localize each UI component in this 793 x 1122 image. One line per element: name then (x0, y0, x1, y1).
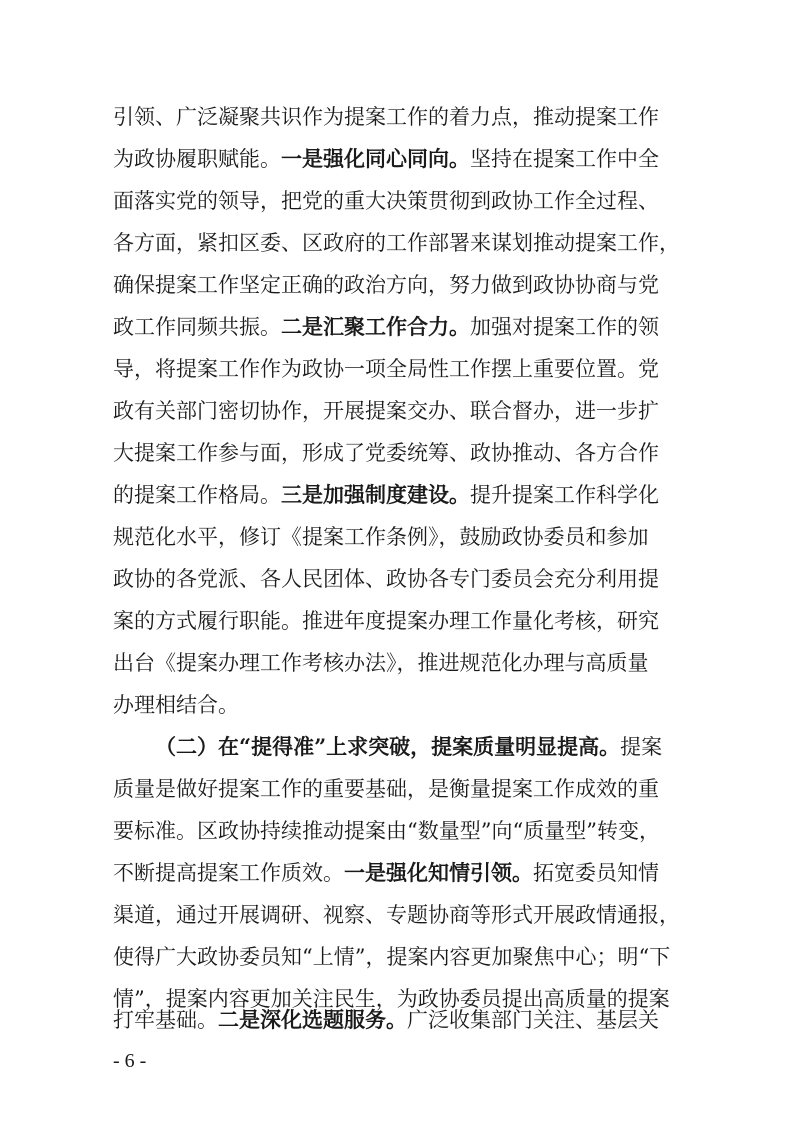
text-run: 提案 (620, 735, 663, 759)
text-line (113, 895, 683, 935)
text-run: 政有关部门密切协作，开展提案交办、联合督办，进一步扩 (113, 399, 659, 423)
text-run: 引领、广泛凝聚共识作为提案工作的着力点，推动提案工作 (113, 105, 659, 129)
text-run: 加强对提案工作的领 (470, 315, 659, 339)
bold-heading: 三是加强制度建设。 (281, 482, 470, 507)
text-run: 拓宽委员知情 (533, 861, 659, 885)
text-line (113, 391, 683, 431)
text-line (113, 433, 683, 473)
text-line (113, 853, 683, 893)
text-run: 广泛收集部门关注、基层关 (407, 1008, 659, 1032)
text-line (113, 601, 683, 641)
text-run: 坚持在提案工作中全 (470, 147, 659, 171)
section-heading: （二）在“提得准”上求突破，提案质量明显提高。 (155, 734, 621, 759)
text-line (113, 97, 683, 137)
text-run: 政工作同频共振。 (113, 315, 281, 339)
text-run: 案的方式履行职能。推进年度提案办理工作量化考核，研究 (113, 609, 659, 633)
text-run: 大提案工作参与面，形成了党委统筹、政协推动、各方合作 (113, 441, 659, 465)
text-line (113, 139, 683, 179)
bold-heading: 二是深化选题服务。 (218, 1007, 407, 1032)
text-run: 质量是做好提案工作的重要基础，是衡量提案工作成效的重 (113, 777, 659, 801)
text-line (113, 685, 683, 725)
text-run: 渠道，通过开展调研、视察、专题协商等形式开展政情通报， (113, 903, 680, 927)
text-run: 确保提案工作坚定正确的政治方向，努力做到政协协商与党 (113, 273, 659, 297)
text-run: 要标准。区政协持续推动提案由“数量型”向“质量型”转变， (113, 819, 660, 843)
text-line (113, 223, 683, 263)
text-run: 办理相结合。 (113, 693, 239, 717)
text-line (113, 265, 683, 305)
bold-heading: 一是强化知情引领。 (344, 860, 533, 885)
text-run: 面落实党的领导，把党的重大决策贯彻到政协工作全过程、 (113, 189, 659, 213)
text-line (113, 559, 683, 599)
text-line (113, 643, 683, 683)
text-line (113, 1000, 683, 1040)
text-run: 使得广大政协委员知“上情”，提案内容更加聚焦中心；明“下 (113, 945, 671, 969)
text-run: 提升提案工作科学化 (470, 483, 659, 507)
text-line (113, 349, 683, 389)
text-run: 出台《提案办理工作考核办法》，推进规范化办理与高质量 (113, 651, 649, 675)
text-line (113, 769, 683, 809)
text-line (113, 475, 683, 515)
text-run: 为政协履职赋能。 (113, 147, 281, 171)
text-line (155, 727, 683, 767)
text-line (113, 937, 683, 977)
text-run: 政协的各党派、各人民团体、政协各专门委员会充分利用提 (113, 567, 659, 591)
text-run: 打牢基础。 (113, 1008, 218, 1032)
bold-heading: 二是汇聚工作合力。 (281, 314, 470, 339)
text-run: 导，将提案工作作为政协一项全局性工作摆上重要位置。党 (113, 357, 659, 381)
bold-heading: 一是强化同心同向。 (281, 146, 470, 171)
text-line (113, 811, 683, 851)
page-number: - 6 - (113, 1050, 147, 1072)
text-run: 各方面，紧扣区委、区政府的工作部署来谋划推动提案工作， (113, 231, 680, 255)
text-run: 不断提高提案工作质效。 (113, 861, 344, 885)
text-line (113, 517, 683, 557)
text-line (113, 181, 683, 221)
text-run: 情”，提案内容更加关注民生，为政协委员提出高质量的提案 (113, 987, 670, 1011)
text-line (113, 307, 683, 347)
text-run: 的提案工作格局。 (113, 483, 281, 507)
text-run: 规范化水平，修订《提案工作条例》，鼓励政协委员和参加 (113, 525, 649, 549)
